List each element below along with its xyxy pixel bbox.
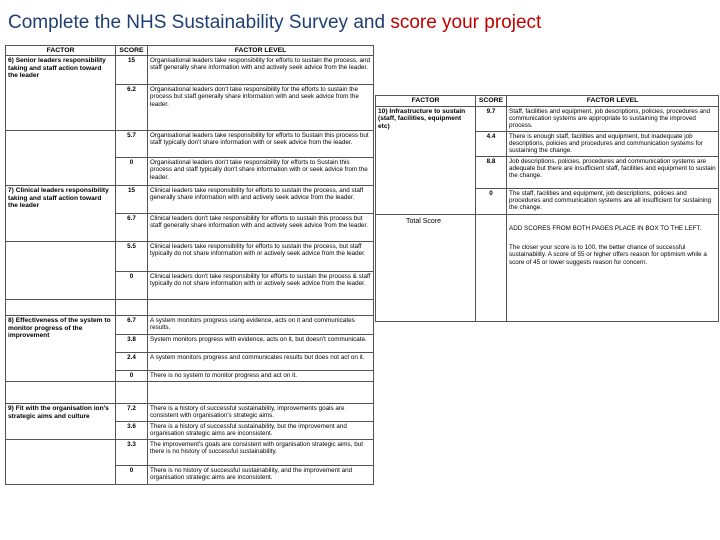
level-cell: There is no history of successful sustainability, and the improvement and organisation strategic aims are inconsistent. [148,465,374,484]
score-cell: 6.7 [116,316,148,335]
table-row [6,242,374,272]
sustainability-table-right [375,95,719,322]
score-cell: 6.7 [116,214,148,242]
page-title: Complete the NHS Sustainability Survey and score your project [8,12,542,33]
score-cell: 0 [116,158,148,186]
score-cell: 0 [476,189,507,215]
table-header-row [376,96,719,107]
score-cell: 8.8 [476,157,507,189]
factor-header: FACTOR [6,46,116,56]
total-score-row [376,215,719,322]
level-cell: The staff, facilities and equipment, job descriptions, policies and procedures and communication systems are all insufficient for sustaining the change. [507,189,719,215]
score-cell: 15 [116,186,148,214]
score-cell: 7.2 [116,404,148,421]
level-cell: Organisational leaders don't take responsibility for efforts to Sustain this process and staff typically don't share information with or seek advice from the leader. [148,158,374,186]
table-header-row [6,46,374,56]
level-cell: There is a history of successful sustainability, improvements goals are consistent with organisation's strategic aims. [148,404,374,421]
factor-header: FACTOR [376,96,476,107]
table-row [6,131,374,158]
table-gap-row [6,300,374,316]
score-cell: 6.2 [116,85,148,131]
score-header: SCORE [116,46,148,56]
level-cell: Clinical leaders don't take responsibility for efforts to sustain this process but staff generally share information with and actively seek advice from the leader. [148,214,374,242]
factor-name: 8) Effectiveness of the system to monitor progress of the improvement [6,316,116,382]
factor-level-header: FACTOR LEVEL [507,96,719,107]
factor-name-empty [6,242,116,300]
level-cell: System monitors progress with evidence, acts on it, but doesn't communicate. [148,335,374,353]
total-score-label: Total Score [376,215,476,322]
factor-level-header: FACTOR LEVEL [148,46,374,56]
total-instruction: ADD SCORES FROM BOTH PAGES PLACE IN BOX TO THE LEFT. [509,225,702,232]
factor-name: 10) Infrastructure to sustain (staff, facilities, equipment etc) [376,107,476,215]
total-score-input[interactable] [476,215,507,322]
score-cell: 0 [116,272,148,300]
score-cell: 4.4 [476,132,507,157]
level-cell: Clinical leaders take responsibility for efforts to sustain the process, and staff generally share information with and actively seek advice from the leader. [148,186,374,214]
score-cell: 3.6 [116,421,148,439]
level-cell: The improvement's goals are consistent with organisation strategic aims, but there is no history of successful sustainability. [148,439,374,465]
score-header: SCORE [476,96,507,107]
level-cell: Organisational leaders don't take responsibility for the efforts to sustain the process but staff generally share information with and seek advice from the leader. [148,85,374,131]
score-cell: 9.7 [476,107,507,132]
sustainability-table-left [5,45,374,485]
table-row [6,56,374,85]
table-row [376,107,719,132]
score-cell: 15 [116,56,148,85]
level-cell: A system monitors progress using evidence, acts on it and communicates results. [148,316,374,335]
score-cell: 3.8 [116,335,148,353]
total-note: The closer your score is to 100, the better chance of successful sustainability. A score of 55 or higher offers reason for optimism while a score of 45 or lower suggests reason for concern. [509,244,707,266]
table-row [6,439,374,465]
score-cell: 5.5 [116,242,148,272]
table-row [6,316,374,335]
total-score-notes [507,215,719,322]
score-cell: 5.7 [116,131,148,158]
level-cell: A system monitors progress and communicates results but does not act on it. [148,353,374,371]
score-cell: 2.4 [116,353,148,371]
level-cell: There is enough staff, facilities and equipment, but inadequate job descriptions, policies and procedures and communication systems for sustaining the change. [507,132,719,157]
factor-name: 7) Clinical leaders responsibility taking and staff action toward the leader [6,186,116,242]
score-cell: 3.3 [116,439,148,465]
level-cell: Organisational leaders take responsibility for efforts to sustain the process, and staff generally share information with and actively seek advice from the leader. [148,56,374,85]
level-cell: There is a history of successful sustainability, but the improvement and organisation strategic aims are inconsistent. [148,421,374,439]
table-row [6,186,374,214]
score-cell: 0 [116,465,148,484]
factor-name: 9) Fit with the organisation ion's strategic aims and culture [6,404,116,439]
level-cell: Organisational leaders take responsibility for efforts to Sustain this process but staff typically don't share information with or seek advice from the leader. [148,131,374,158]
factor-name-empty [6,439,116,484]
level-cell: Job descriptions, policies, procedures and communication systems are adequate but there are insufficient staff, facilities and equipment to sustain the change. [507,157,719,189]
score-cell: 0 [116,371,148,382]
level-cell: Staff, facilities and equipment, job descriptions, policies, procedures and communication systems are appropriate to sustaining the improved process. [507,107,719,132]
level-cell: There is no system to monitor progress and act on it. [148,371,374,382]
level-cell: Clinical leaders take responsibility for efforts to sustain the process, but staff typically do not share information with or actively seek advice from the leader. [148,242,374,272]
table-gap-row [6,382,374,404]
table-row [6,404,374,421]
factor-name: 6) Senior leaders responsibility taking and staff action toward the leader [6,56,116,131]
level-cell: Clinical leaders don't take responsibility for efforts to sustain the process & staff typically do not share information with or actively seek advice from the leader. [148,272,374,300]
factor-name-empty [6,131,116,186]
